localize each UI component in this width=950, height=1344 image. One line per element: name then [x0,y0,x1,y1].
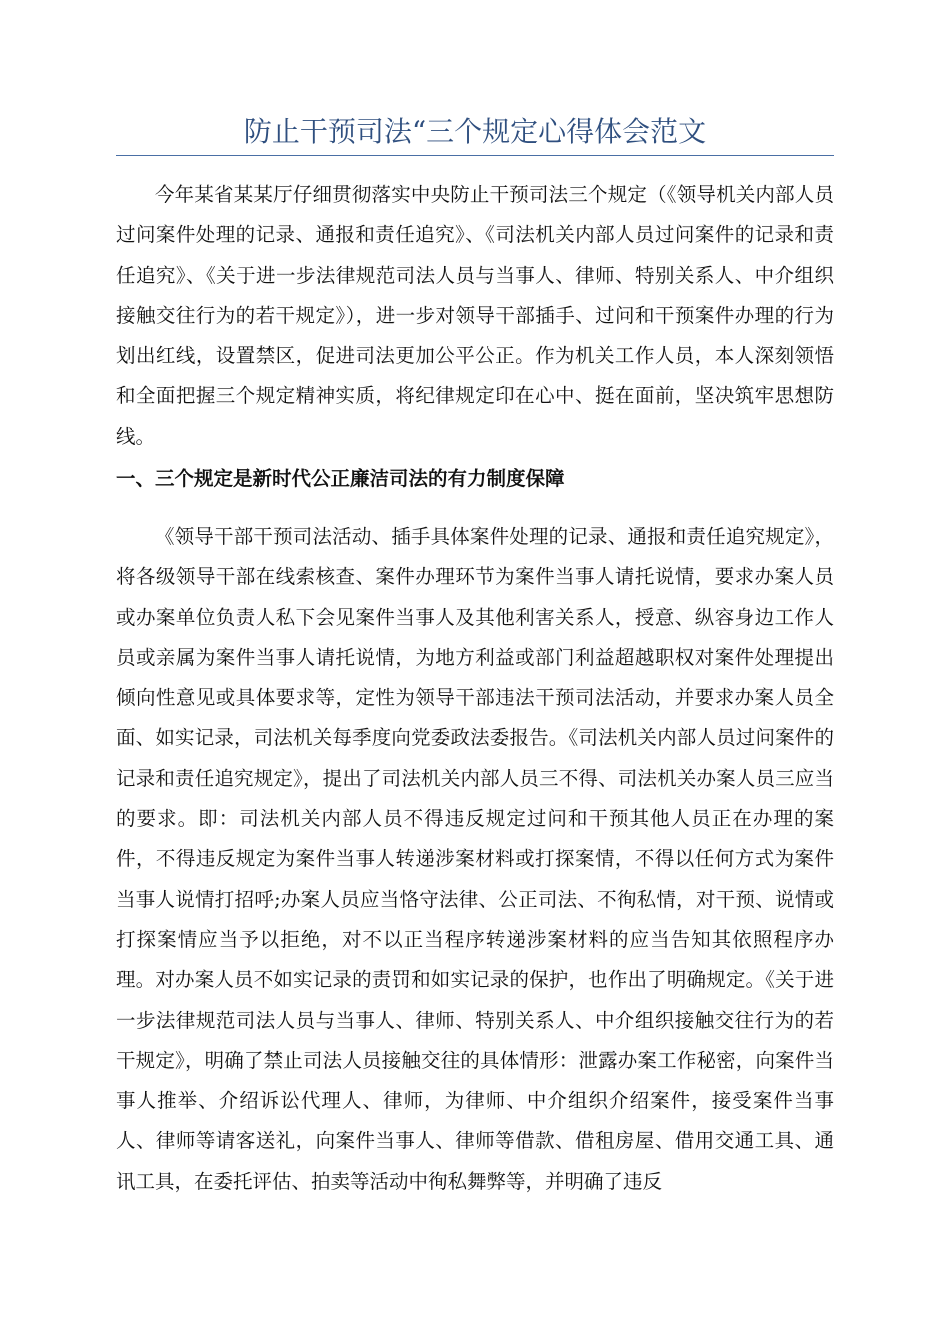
paragraph-intro: 今年某省某某厅仔细贯彻落实中央防止干预司法三个规定（《领导机关内部人员过问案件处理的记录、通报和责任追究》、《司法机关内部人员过问案件的记录和责任追究》、《关于进一步法律规范司法人员与当事人、律师、特别关系人、中介组织接触交往行为的若干规定》），进一步对领导干部插手、过问和干预案件办理的行为划出红线，设置禁区，促进司法更加公平公正。作为机关工作人员，本人深刻领悟和全面把握三个规定精神实质，将纪律规定印在心中、挺在面前，坚决筑牢思想防线。 [116,183,834,448]
paragraph-section-1: 《领导干部干预司法活动、插手具体案件处理的记录、通报和责任追究规定》，将各级领导干部在线索核查、案件办理环节为案件当事人请托说情，要求办案人员或办案单位负责人私下会见案件当事人及其他利害关系人，授意、纵容身边工作人员或亲属为案件当事人请托说情，为地方利益或部门利益超越职权对案件处理提出倾向性意见或具体要求等，定性为领导干部违法干预司法活动，并要求办案人员全面、如实记录，司法机关每季度向党委政法委报告。《司法机关内部人员过问案件的记录和责任追究规定》，提出了司法机关内部人员三不得、司法机关办案人员三应当的要求。即：司法机关内部人员不得违反规定过问和干预其他人员正在办理的案件，不得违反规定为案件当事人转递涉案材料或打探案情，不得以任何方式为案件当事人说情打招呼;办案人员应当恪守法律、公正司法、不徇私情，对干预、说情或打探案情应当予以拒绝，对不以正当程序转递涉案材料的应当告知其依照程序办理。对办案人员不如实记录的责罚和如实记录的保护，也作出了明确规定。《关于进一步法律规范司法人员与当事人、律师、特别关系人、中介组织接触交往行为的若干规定》，明确了禁止司法人员接触交往的具体情形：泄露办案工作秘密，向案件当事人推举、介绍诉讼代理人、律师，为律师、中介组织介绍案件，接受案件当事人、律师等请客送礼，向案件当事人、律师等借款、借租房屋、借用交通工具、通讯工具，在委托评估、拍卖等活动中徇私舞弊等，并明确了违反 [116,525,834,1193]
document-title: 防止干预司法“三个规定心得体会范文 [243,115,707,148]
title-underline [116,155,834,156]
section-heading-1: 一、三个规定是新时代公正廉洁司法的有力制度保障 [116,467,565,490]
